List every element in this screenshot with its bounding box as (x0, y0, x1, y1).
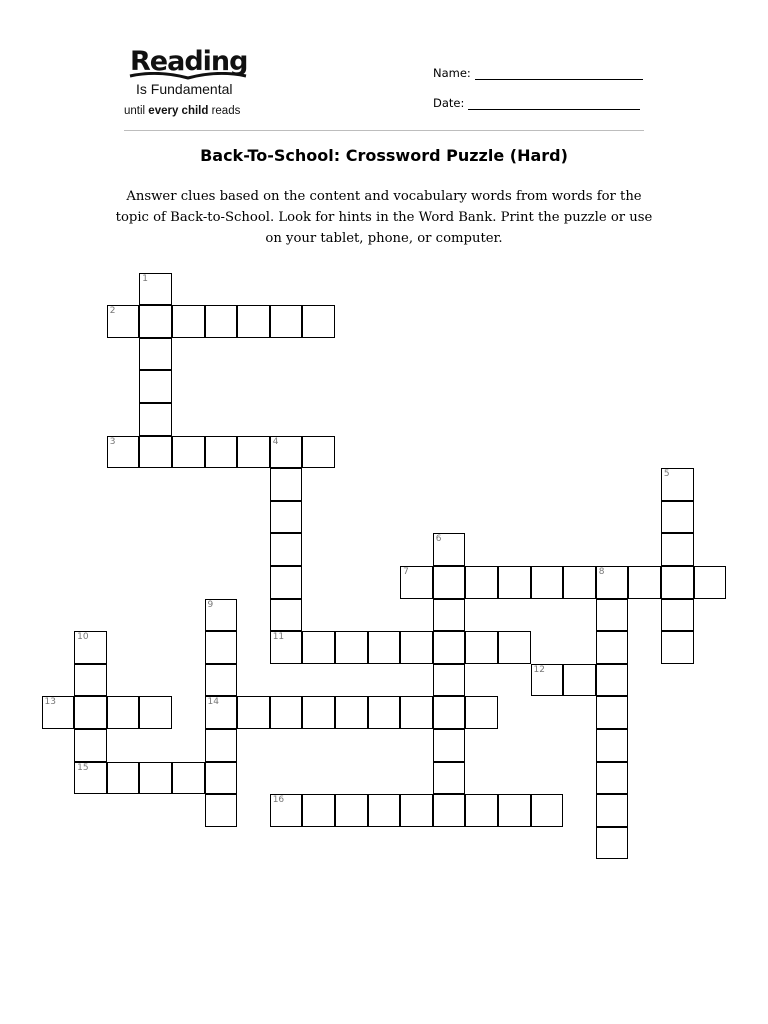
crossword-cell[interactable] (400, 566, 433, 599)
clue-number: 1 (142, 273, 149, 284)
clue-number: 10 (77, 632, 89, 643)
crossword-cell[interactable] (139, 338, 172, 371)
crossword-cell[interactable] (596, 664, 629, 697)
crossword-cell[interactable] (139, 370, 172, 403)
crossword-cell[interactable] (139, 436, 172, 469)
crossword-cell[interactable] (139, 696, 172, 729)
clue-number: 2 (109, 306, 116, 317)
crossword-cell[interactable] (205, 599, 238, 632)
crossword-cell[interactable] (74, 762, 107, 795)
page-title: Back-To-School: Crossword Puzzle (Hard) (200, 146, 568, 165)
crossword-cell[interactable] (270, 696, 303, 729)
crossword-cell[interactable] (661, 599, 694, 632)
crossword-cell[interactable] (74, 696, 107, 729)
crossword-cell[interactable] (42, 696, 75, 729)
crossword-cell[interactable] (205, 762, 238, 795)
crossword-cell[interactable] (400, 696, 433, 729)
crossword-cell[interactable] (139, 273, 172, 306)
crossword-cell[interactable] (433, 794, 466, 827)
clue-number: 14 (207, 697, 219, 708)
date-field[interactable] (433, 96, 640, 110)
crossword-cell[interactable] (270, 533, 303, 566)
crossword-cell[interactable] (205, 794, 238, 827)
crossword-cell[interactable] (628, 566, 661, 599)
crossword-cell[interactable] (205, 631, 238, 664)
crossword-cell[interactable] (107, 436, 140, 469)
crossword-cell[interactable] (270, 436, 303, 469)
crossword-cell[interactable] (107, 762, 140, 795)
crossword-cell[interactable] (107, 305, 140, 338)
crossword-cell[interactable] (74, 631, 107, 664)
crossword-cell[interactable] (433, 631, 466, 664)
crossword-cell[interactable] (139, 403, 172, 436)
crossword-cell[interactable] (368, 794, 401, 827)
crossword-cell[interactable] (433, 664, 466, 697)
name-label: Name: (433, 66, 471, 80)
crossword-cell[interactable] (465, 566, 498, 599)
crossword-cell[interactable] (596, 599, 629, 632)
crossword-cell[interactable] (205, 696, 238, 729)
clue-number: 7 (403, 566, 409, 577)
crossword-cell[interactable] (400, 794, 433, 827)
crossword-cell[interactable] (563, 566, 596, 599)
crossword-cell[interactable] (465, 631, 498, 664)
crossword-cell[interactable] (270, 631, 303, 664)
clue-number: 15 (77, 762, 89, 773)
clue-number: 3 (109, 436, 116, 447)
crossword-cell[interactable] (465, 794, 498, 827)
crossword-cell[interactable] (433, 729, 466, 762)
crossword-cell[interactable] (302, 696, 335, 729)
crossword-cell[interactable] (596, 762, 629, 795)
crossword-cell[interactable] (270, 501, 303, 534)
crossword-cell[interactable] (596, 729, 629, 762)
date-label: Date: (433, 96, 465, 110)
crossword-cell[interactable] (563, 664, 596, 697)
clue-number: 8 (598, 566, 605, 577)
crossword-cell[interactable] (237, 436, 270, 469)
clue-number: 16 (272, 795, 285, 806)
name-line[interactable] (475, 67, 643, 80)
crossword-cell[interactable] (302, 631, 335, 664)
logo-tagline: until every child reads (124, 105, 241, 117)
crossword-cell[interactable] (335, 696, 368, 729)
clue-number: 5 (663, 469, 670, 480)
crossword-cell[interactable] (335, 631, 368, 664)
crossword-cell[interactable] (433, 566, 466, 599)
crossword-cell[interactable] (270, 305, 303, 338)
crossword-cell[interactable] (400, 631, 433, 664)
crossword-cell[interactable] (302, 436, 335, 469)
clue-number: 13 (44, 697, 56, 708)
name-field[interactable] (433, 66, 643, 80)
crossword-cell[interactable] (302, 794, 335, 827)
crossword-cell[interactable] (302, 305, 335, 338)
crossword-cell[interactable] (270, 794, 303, 827)
instructions: Answer clues based on the content and vocabulary words from words for the topic of Back-to-School. Look for hints in the Word Bank. Print the puzzle or use on your tablet, phone, or computer. (115, 189, 653, 246)
crossword-cell[interactable] (368, 696, 401, 729)
crossword-cell[interactable] (531, 794, 564, 827)
clue-number: 12 (533, 664, 545, 675)
crossword-cell[interactable] (498, 566, 531, 599)
clue-number: 4 (272, 436, 279, 447)
crossword-cell[interactable] (270, 566, 303, 599)
clue-number: 9 (207, 599, 214, 610)
crossword-cell[interactable] (270, 468, 303, 501)
crossword-cell[interactable] (498, 631, 531, 664)
crossword-cell[interactable] (596, 696, 629, 729)
crossword-cell[interactable] (661, 533, 694, 566)
crossword-cell[interactable] (433, 533, 466, 566)
crossword-cell[interactable] (661, 631, 694, 664)
crossword-cell[interactable] (205, 305, 238, 338)
crossword-cell[interactable] (205, 664, 238, 697)
crossword-cell[interactable] (531, 566, 564, 599)
crossword-cell[interactable] (498, 794, 531, 827)
crossword-cell[interactable] (596, 631, 629, 664)
crossword-cell[interactable] (270, 599, 303, 632)
crossword-cell[interactable] (74, 664, 107, 697)
reading-is-fundamental-logo (124, 46, 254, 126)
logo-wordmark: Reading (130, 46, 248, 77)
date-line[interactable] (468, 97, 640, 110)
crossword-cell[interactable] (107, 696, 140, 729)
crossword-cell[interactable] (237, 305, 270, 338)
crossword-cell[interactable] (433, 599, 466, 632)
crossword-cell[interactable] (237, 696, 270, 729)
clue-number: 11 (272, 632, 285, 643)
crossword-cell[interactable] (74, 729, 107, 762)
clue-number: 6 (435, 534, 442, 545)
crossword-cell[interactable] (661, 566, 694, 599)
crossword-cell[interactable] (596, 827, 629, 860)
crossword-cell[interactable] (172, 305, 205, 338)
crossword-cell[interactable] (172, 762, 205, 795)
crossword-cell[interactable] (465, 696, 498, 729)
crossword-cell[interactable] (139, 762, 172, 795)
crossword-cell[interactable] (661, 468, 694, 501)
crossword-cell[interactable] (531, 664, 564, 697)
crossword-cell[interactable] (368, 631, 401, 664)
crossword-cell[interactable] (172, 436, 205, 469)
crossword-cell[interactable] (433, 696, 466, 729)
crossword-cell[interactable] (139, 305, 172, 338)
crossword-cell[interactable] (205, 729, 238, 762)
crossword-cell[interactable] (205, 436, 238, 469)
crossword-cell[interactable] (433, 762, 466, 795)
logo-subtitle: Is Fundamental (136, 81, 233, 97)
crossword-cell[interactable] (694, 566, 727, 599)
header-divider (124, 130, 644, 131)
crossword-cell[interactable] (596, 566, 629, 599)
crossword-cell[interactable] (661, 501, 694, 534)
crossword-cell[interactable] (596, 794, 629, 827)
crossword-cell[interactable] (335, 794, 368, 827)
